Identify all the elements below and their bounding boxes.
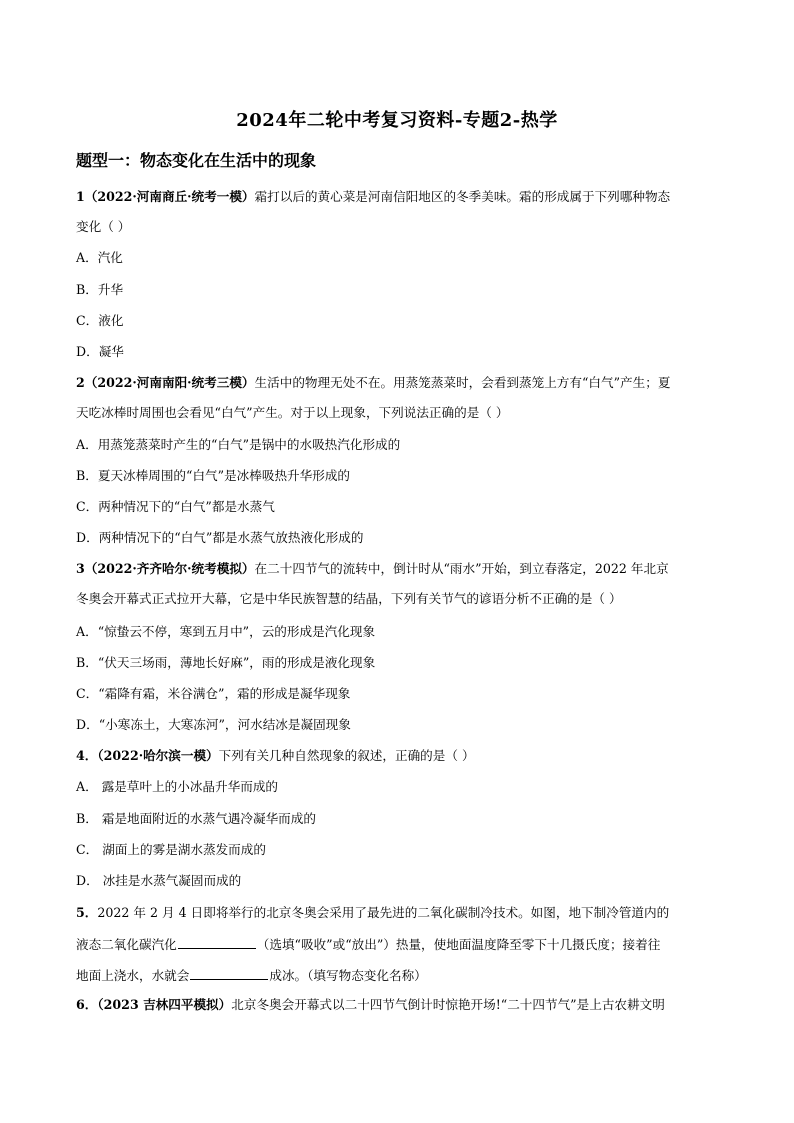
question-4-line-1 bbox=[76, 748, 726, 764]
answer-blank[interactable] bbox=[190, 967, 268, 980]
question-2-line-1 bbox=[76, 375, 726, 391]
question-1-option-d: D．凝华 bbox=[76, 344, 124, 359]
answer-blank[interactable] bbox=[178, 936, 256, 949]
question-4-option-a: A． 露是草叶上的小冰晶升华而成的 bbox=[76, 779, 279, 794]
question-1-option-a: A．汽化 bbox=[76, 250, 123, 265]
question-6-line-1 bbox=[76, 997, 726, 1013]
question-source: （2022·哈尔滨一模） bbox=[97, 748, 219, 763]
question-number: 5． bbox=[76, 905, 98, 920]
question-text: （选填“吸收”或“放出”）热量，使地面温度降至零下十几摄氏度；接着往 bbox=[256, 937, 661, 952]
question-stem: 下列有关几种自然现象的叙述，正确的是（ ） bbox=[218, 748, 475, 763]
question-4-option-d: D． 冰挂是水蒸气凝固而成的 bbox=[76, 873, 242, 888]
question-source: （2022·河南商丘·统考一模） bbox=[84, 189, 255, 204]
question-text: 成冰。（填写物态变化名称） bbox=[269, 968, 427, 983]
document-title: 2024年二轮中考复习资料-专题2-热学 bbox=[236, 110, 558, 131]
question-number: 2 bbox=[76, 375, 85, 390]
question-stem: 霜打以后的黄心菜是河南信阳地区的冬季美味。霜的形成属于下列哪种物态 bbox=[254, 189, 671, 204]
question-stem: 生活中的物理无处不在。用蒸笼蒸菜时，会看到蒸笼上方有“白气”产生；夏 bbox=[254, 375, 671, 390]
question-stem: 2022 年 2 月 4 日即将举行的北京冬奥会采用了最先进的二氧化碳制冷技术。如图，地下制冷管道内的 bbox=[97, 905, 670, 920]
question-number: 6． bbox=[76, 997, 98, 1012]
question-source: （2022·河南南阳·统考三模） bbox=[84, 375, 255, 390]
question-stem: 北京冬奥会开幕式以二十四节气倒计时惊艳开场!“二十四节气”是上古农耕文明 bbox=[231, 997, 665, 1012]
question-number: 1 bbox=[76, 189, 85, 204]
question-2-line-2: 天吃冰棒时周围也会看见“白气”产生。对于以上现象，下列说法正确的是（ ） bbox=[76, 405, 509, 420]
question-3-line-1 bbox=[76, 561, 726, 577]
question-4-option-c: C． 湖面上的雾是湖水蒸发而成的 bbox=[76, 842, 266, 857]
question-1-line-1 bbox=[76, 189, 726, 205]
question-2-option-d: D．两种情况下的“白气”都是水蒸气放热液化形成的 bbox=[76, 530, 364, 545]
question-3-option-d: D．“小寒冻土，大寒冻河”，河水结冰是凝固现象 bbox=[76, 717, 351, 732]
question-number: 3 bbox=[76, 561, 85, 576]
question-2-option-b: B．夏天冰棒周围的“白气”是冰棒吸热升华形成的 bbox=[76, 468, 351, 483]
question-stem: 在二十四节气的流转中，倒计时从“雨水”开始，到立春落定，2022 年北京 bbox=[254, 561, 669, 576]
question-1-option-b: B．升华 bbox=[76, 282, 124, 297]
question-4-option-b: B． 霜是地面附近的水蒸气遇冷凝华而成的 bbox=[76, 811, 316, 826]
question-5-line-1 bbox=[76, 905, 726, 921]
question-text: 地面上浇水，水就会 bbox=[76, 968, 190, 983]
section-title: 题型一：物态变化在生活中的现象 bbox=[76, 151, 317, 170]
question-2-option-a: A．用蒸笼蒸菜时产生的“白气”是锅中的水吸热汽化形成的 bbox=[76, 437, 401, 452]
question-5-line-3 bbox=[76, 967, 726, 984]
question-3-option-a: A．“惊蛰云不停，寒到五月中”，云的形成是汽化现象 bbox=[76, 624, 376, 639]
question-source: （2023 吉林四平模拟） bbox=[97, 997, 232, 1012]
question-3-option-c: C．“霜降有霜，米谷满仓”，霜的形成是凝华现象 bbox=[76, 686, 351, 701]
question-number: 4． bbox=[76, 748, 98, 763]
question-5-line-2 bbox=[76, 936, 726, 953]
question-source: （2022·齐齐哈尔·统考模拟） bbox=[84, 561, 255, 576]
question-1-option-c: C．液化 bbox=[76, 313, 124, 328]
question-1-line-2: 变化（ ） bbox=[76, 219, 131, 234]
question-3-line-2: 冬奥会开幕式正式拉开大幕，它是中华民族智慧的结晶，下列有关节气的谚语分析不正确的是（ ） bbox=[76, 591, 622, 606]
question-3-option-b: B．“伏天三场雨，薄地长好麻”，雨的形成是液化现象 bbox=[76, 655, 376, 670]
question-2-option-c: C．两种情况下的“白气”都是水蒸气 bbox=[76, 499, 275, 514]
question-text: 液态二氧化碳汽化 bbox=[76, 937, 177, 952]
